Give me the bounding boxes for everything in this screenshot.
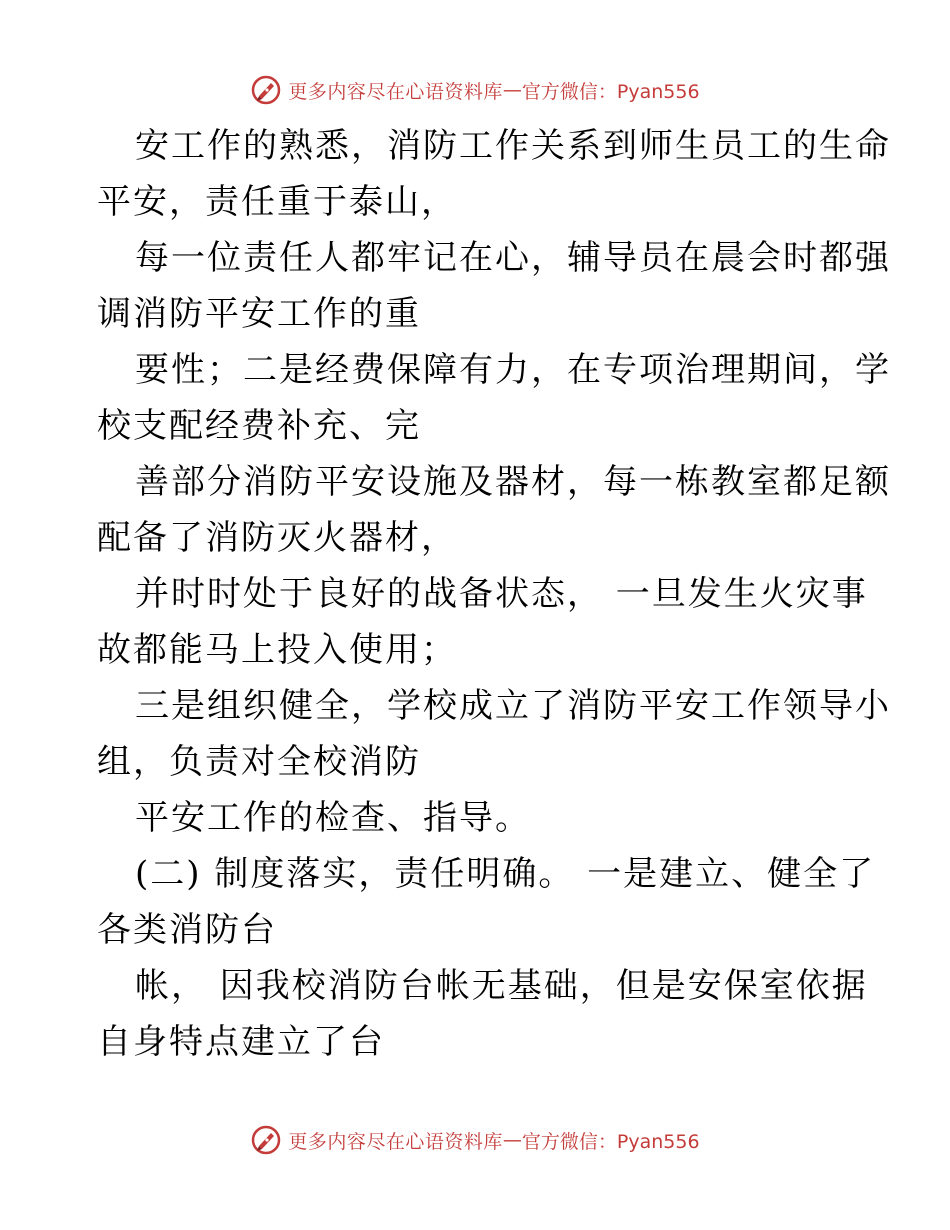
watermark-separator: — <box>502 1129 522 1151</box>
text-line: 各类消防台 <box>97 910 277 950</box>
watermark-separator: — <box>502 79 522 101</box>
watermark-text: 更多内容尽在心语资料库 <box>288 1130 503 1153</box>
text-line: 每一位责任人都牢记在心，辅导员在晨会时都强 <box>135 238 891 278</box>
text-line: 平安，责任重于泰山， <box>97 182 457 222</box>
text-line: (二) 制度落实，责任明确。 一是建立、健全了 <box>135 854 876 894</box>
document-body <box>97 118 891 1070</box>
watermark-wechat: 官方微信：Pyan556 <box>521 80 700 103</box>
text-line: 组，负责对全校消防 <box>97 742 421 782</box>
text-line: 故都能马上投入使用； <box>97 630 457 670</box>
text-line: 调消防平安工作的重 <box>97 294 421 334</box>
text-line: 配备了消防灭火器材， <box>97 518 457 558</box>
text-line: 安工作的熟悉，消防工作关系到师生员工的生命 <box>135 126 891 166</box>
watermark-text: 更多内容尽在心语资料库 <box>288 80 503 103</box>
watermark-wechat: 官方微信：Pyan556 <box>521 1130 700 1153</box>
text-line: 自身特点建立了台 <box>97 1022 385 1062</box>
text-line: 三是组织健全，学校成立了消防平安工作领导小 <box>135 686 891 726</box>
text-line: 并时时处于良好的战备状态， 一旦发生火灾事 <box>135 574 868 614</box>
pen-logo-icon <box>250 74 282 106</box>
text-line: 校支配经费补充、完 <box>97 406 421 446</box>
text-line: 帐， 因我校消防台帐无基础，但是安保室依据 <box>135 966 868 1006</box>
watermark-header <box>0 70 950 110</box>
pen-logo-icon <box>250 1124 282 1156</box>
text-line: 要性；二是经费保障有力，在专项治理期间，学 <box>135 350 891 390</box>
text-line: 善部分消防平安设施及器材，每一栋教室都足额 <box>135 462 891 502</box>
watermark-footer <box>0 1120 950 1160</box>
text-line: 平安工作的检查、指导。 <box>135 798 531 838</box>
